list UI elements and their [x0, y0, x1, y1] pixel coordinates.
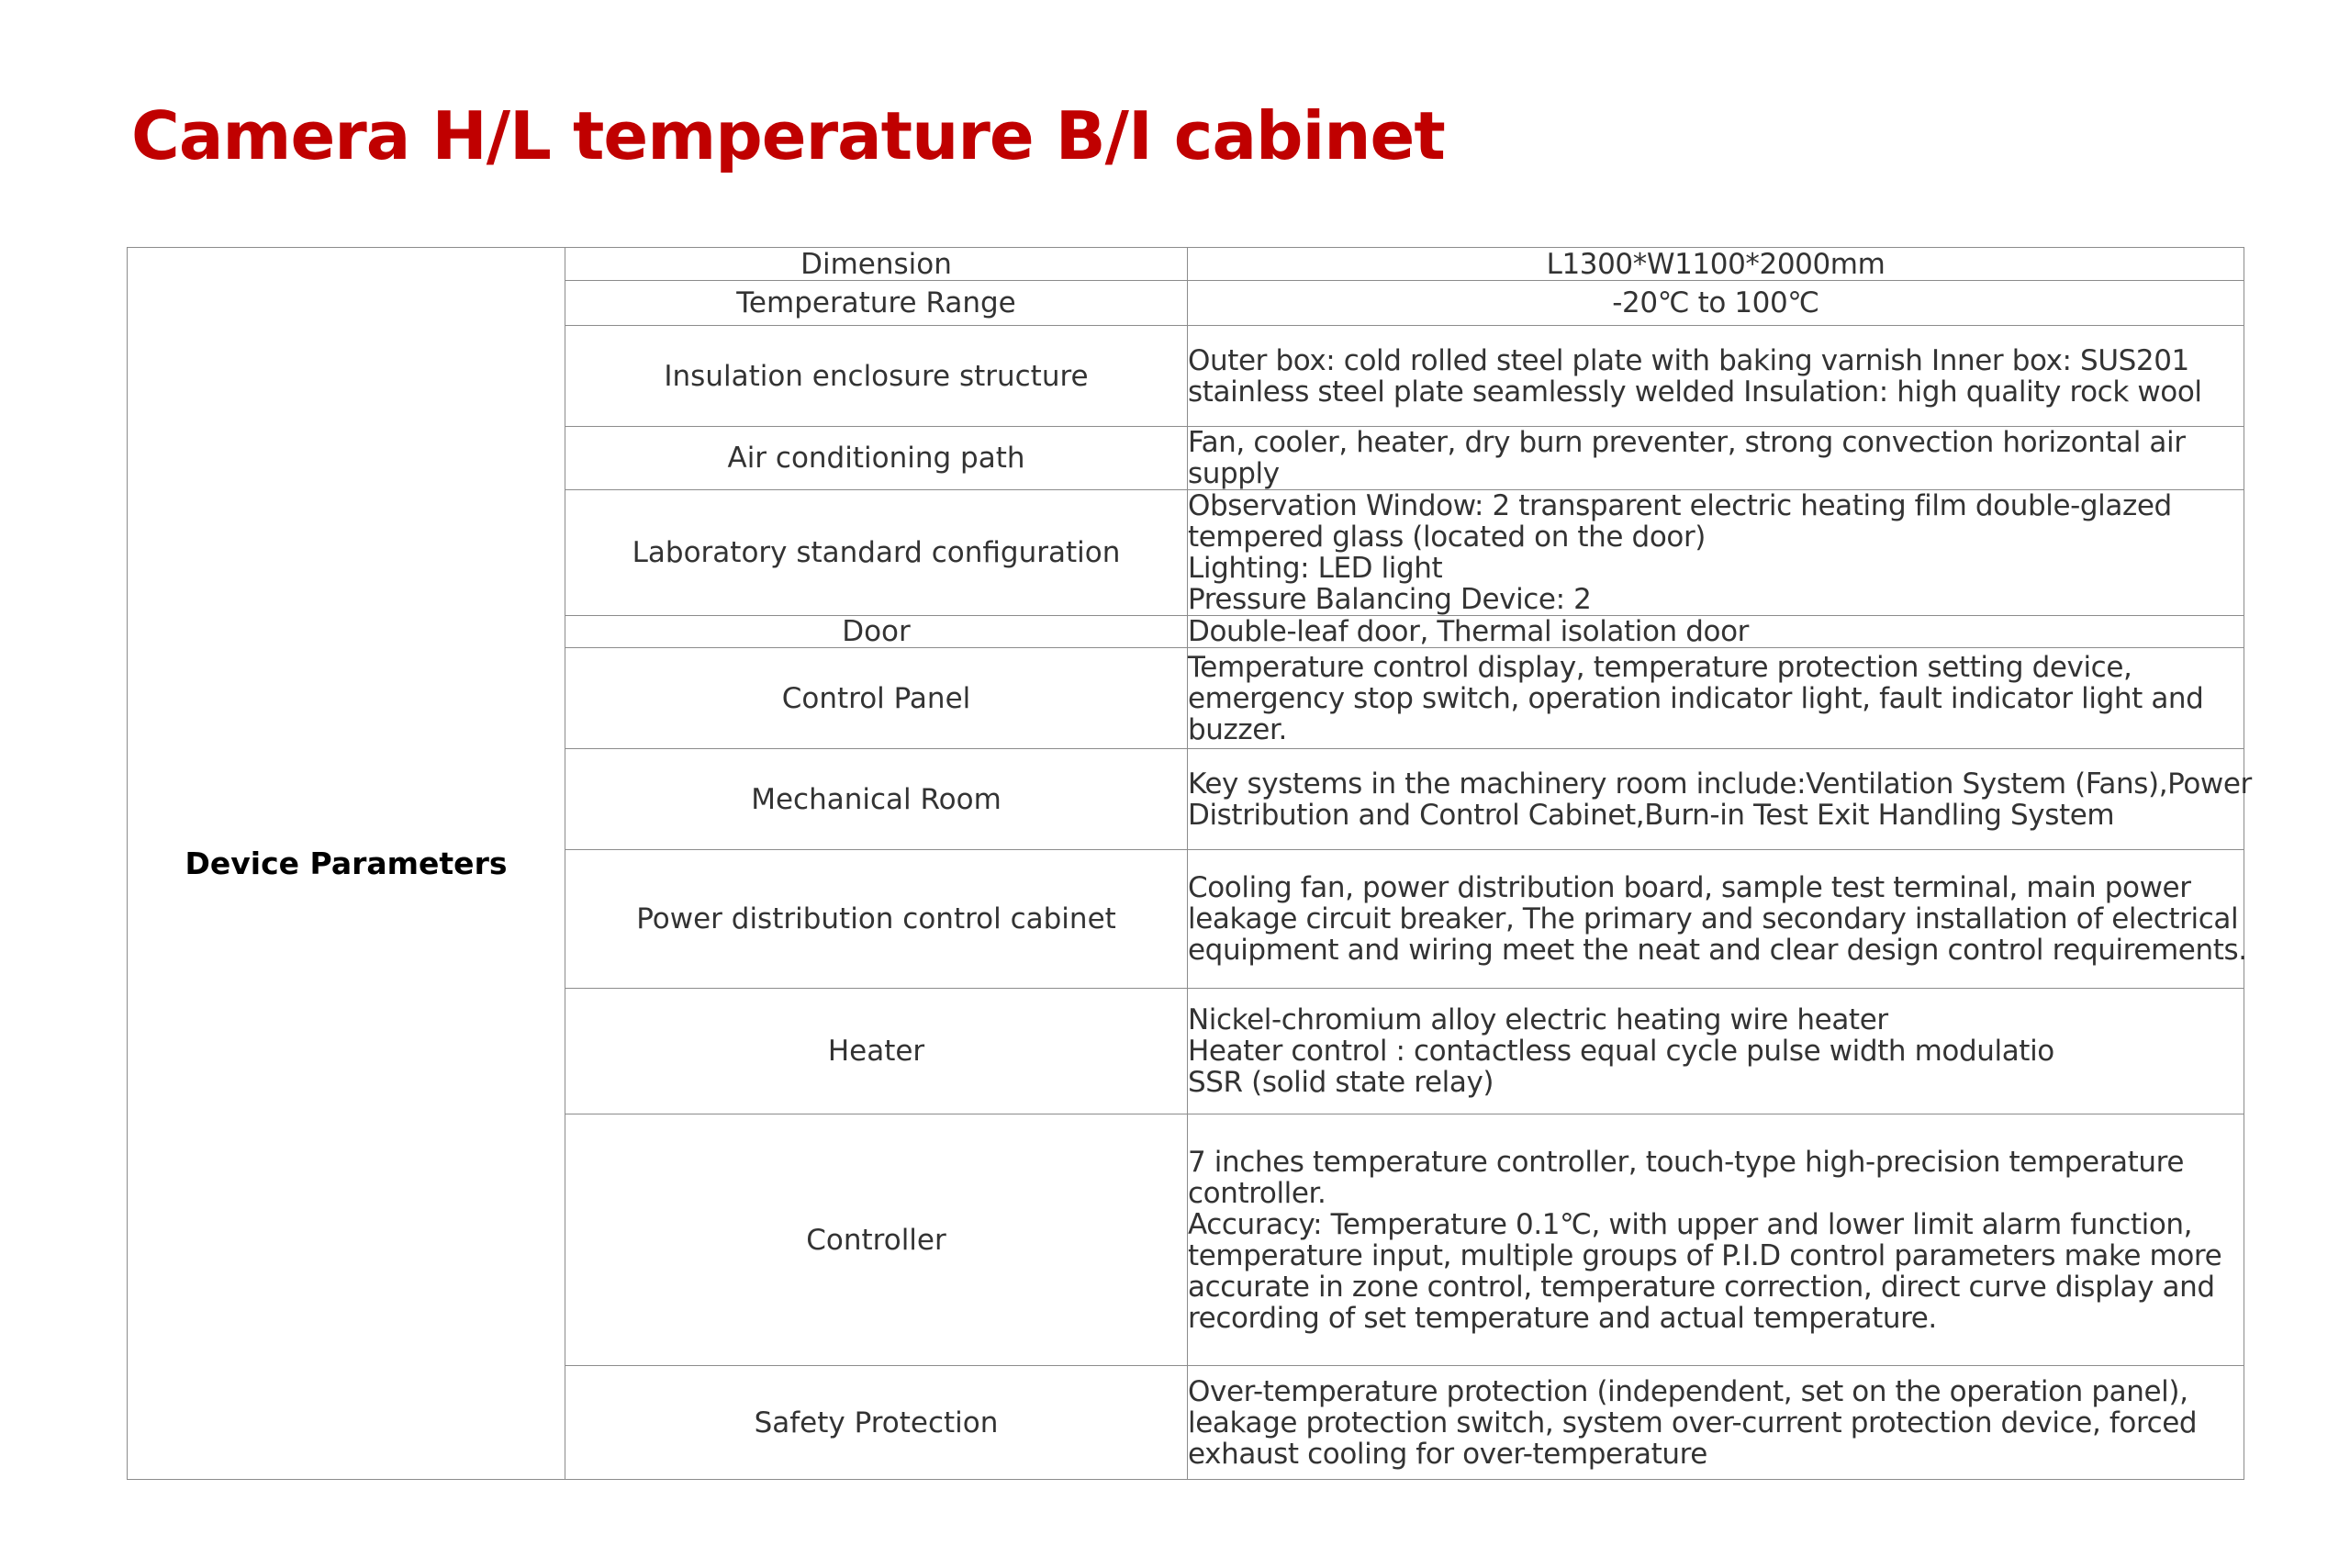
- table-row: [128, 248, 2244, 281]
- row-label-heater: Heater: [565, 989, 1188, 1114]
- value-line: stainless steel plate seamlessly welded Insulation: high quality rock wool: [1188, 375, 2202, 409]
- value-line: controller.: [1188, 1176, 1326, 1210]
- row-value-safety-protection: [1188, 1366, 2244, 1480]
- row-value-air-conditioning-path: [1188, 427, 2244, 490]
- row-label-temperature-range: Temperature Range: [565, 281, 1188, 326]
- value-line: Pressure Balancing Device: 2: [1188, 583, 1592, 616]
- value-line: Outer box: cold rolled steel plate with baking varnish Inner box: SUS201: [1188, 343, 2189, 377]
- value-line: Over-temperature protection (independent, set on the operation panel),: [1188, 1374, 2188, 1408]
- row-label-air-conditioning-path: Air conditioning path: [565, 427, 1188, 490]
- value-line: exhaust cooling for over-temperature: [1188, 1437, 1707, 1471]
- value-line: L1300*W1100*2000mm: [1546, 247, 1886, 281]
- row-value-door: [1188, 616, 2244, 648]
- value-line: Fan, cooler, heater, dry burn preventer, strong convection horizontal air: [1188, 426, 2186, 459]
- value-line: -20℃ to 100℃: [1612, 286, 1819, 319]
- group-label-device-parameters: Device Parameters: [128, 248, 565, 1480]
- value-line: emergency stop switch, operation indicator light, fault indicator light and: [1188, 681, 2204, 715]
- value-line: Lighting: LED light: [1188, 552, 1443, 585]
- row-label-mechanical-room: Mechanical Room: [565, 749, 1188, 850]
- value-line: leakage circuit breaker, The primary and secondary installation of electrical: [1188, 902, 2239, 935]
- value-line: equipment and wiring meet the neat and clear design control requirements.: [1188, 934, 2247, 967]
- value-line: Nickel-chromium alloy electric heating wire heater: [1188, 1003, 1888, 1036]
- row-value-heater: [1188, 989, 2244, 1114]
- row-label-power-distribution-cabinet: Power distribution control cabinet: [565, 850, 1188, 989]
- row-value-control-panel: [1188, 648, 2244, 749]
- value-line: leakage protection switch, system over-current protection device, forced: [1188, 1406, 2198, 1439]
- row-label-lab-standard-config: Laboratory standard configuration: [565, 490, 1188, 616]
- row-label-control-panel: Control Panel: [565, 648, 1188, 749]
- value-line: SSR (solid state relay): [1188, 1066, 1494, 1099]
- value-line: Key systems in the machinery room include:Ventilation System (Fans),Power: [1188, 767, 2252, 801]
- value-line: supply: [1188, 457, 1280, 490]
- value-line: Temperature control display, temperature protection setting device,: [1188, 650, 2132, 684]
- row-label-insulation-enclosure: Insulation enclosure structure: [565, 326, 1188, 427]
- row-value-lab-standard-config: [1188, 490, 2244, 616]
- value-line: Heater control : contactless equal cycle pulse width modulatio: [1188, 1035, 2054, 1068]
- table-body: [128, 247, 2252, 1480]
- value-line: temperature input, multiple groups of P.I.D control parameters make more: [1188, 1238, 2222, 1272]
- row-label-dimension: Dimension: [565, 248, 1188, 281]
- device-parameters-table: [127, 247, 2252, 1480]
- row-label-door: Door: [565, 616, 1188, 648]
- row-label-controller: Controller: [565, 1114, 1188, 1366]
- value-line: accurate in zone control, temperature correction, direct curve display and: [1188, 1270, 2215, 1304]
- row-value-power-distribution-cabinet: [1188, 850, 2247, 989]
- row-label-safety-protection: Safety Protection: [565, 1366, 1188, 1480]
- value-line: 7 inches temperature controller, touch-type high-precision temperature: [1188, 1145, 2184, 1179]
- row-value-temperature-range: [1188, 281, 2244, 326]
- row-value-dimension: [1188, 248, 2244, 281]
- value-line: Double-leaf door, Thermal isolation door: [1188, 615, 1749, 648]
- row-value-insulation-enclosure: [1188, 326, 2244, 427]
- value-line: Observation Window: 2 transparent electric heating film double-glazed: [1188, 489, 2172, 522]
- value-line: Accuracy: Temperature 0.1℃, with upper and lower limit alarm function,: [1188, 1207, 2193, 1241]
- row-value-mechanical-room: [1188, 749, 2252, 850]
- value-line: recording of set temperature and actual temperature.: [1188, 1301, 1937, 1335]
- value-line: buzzer.: [1188, 712, 1287, 746]
- page-title: Camera H/L temperature B/I cabinet: [131, 97, 1445, 174]
- row-value-controller: [1188, 1114, 2244, 1366]
- value-line: Distribution and Control Cabinet,Burn-in Test Exit Handling System: [1188, 798, 2115, 832]
- value-line: Cooling fan, power distribution board, sample test terminal, main power: [1188, 871, 2191, 904]
- value-line: tempered glass (located on the door): [1188, 521, 1707, 554]
